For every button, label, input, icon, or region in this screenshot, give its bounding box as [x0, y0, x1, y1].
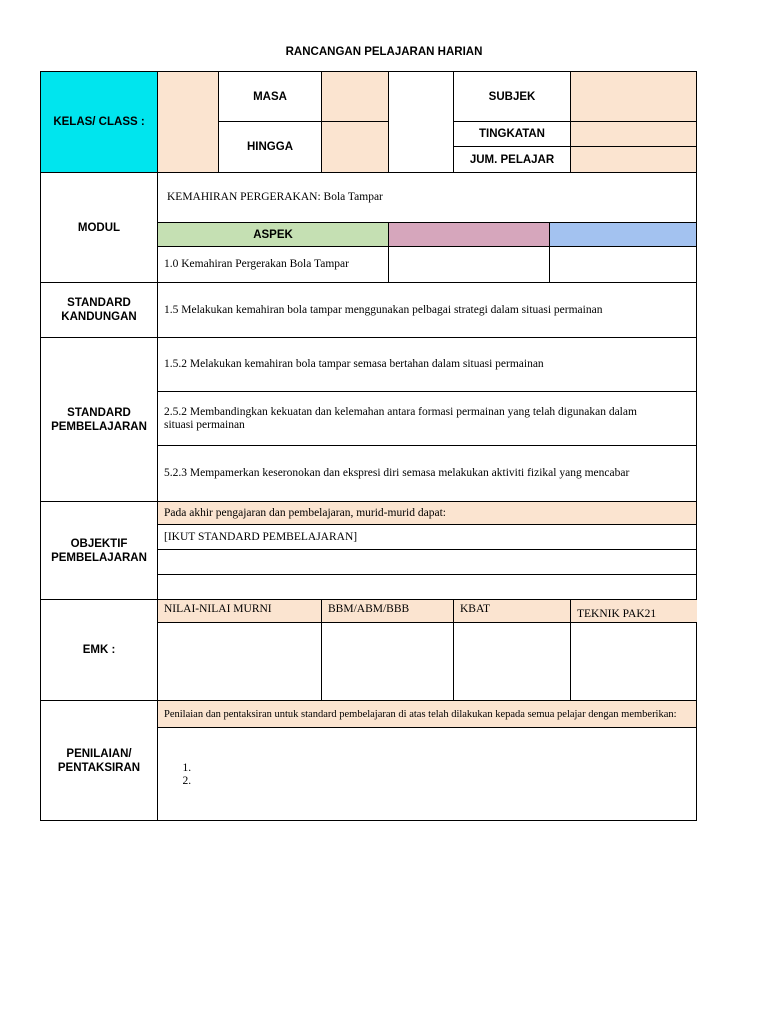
- penilaian-label: PENILAIAN/ PENTAKSIRAN: [57, 747, 141, 774]
- sp-item-1-text: 1.5.2 Melakukan kemahiran bola tampar semasa bertahan dalam situasi permainan: [164, 358, 544, 370]
- subjek-label-cell: [453, 71, 571, 122]
- page-title: RANCANGAN PELAJARAN HARIAN: [285, 46, 483, 58]
- aspek-label: ASPEK: [253, 228, 293, 241]
- aspek-pink-cell: [388, 222, 550, 247]
- emk-cell-kbat[interactable]: [453, 622, 571, 701]
- aspek-value-cell-3[interactable]: [549, 246, 697, 283]
- objektif-line-1[interactable]: [157, 524, 697, 550]
- standard-kandungan-value: 1.5 Melakukan kemahiran bola tampar menggunakan pelbagai strategi dalam situasi permainan: [164, 303, 603, 316]
- hingga-label: HINGGA: [247, 141, 293, 153]
- standard-kandungan-label: STANDARD KANDUNGAN: [61, 297, 137, 323]
- emk-cell-teknik[interactable]: [570, 622, 697, 701]
- penilaian-list-cell[interactable]: [157, 727, 697, 821]
- tingkatan-label: TINGKATAN: [478, 128, 545, 140]
- kelas-value-cell[interactable]: [157, 71, 219, 173]
- tingkatan-label-cell: [453, 121, 571, 147]
- aspek-value-cell-2[interactable]: [388, 246, 550, 283]
- emk-header-bbm: [321, 599, 454, 623]
- penilaian-intro: Penilaian dan pentaksiran untuk standard pembelajaran di atas telah dilakukan kepada semua pelajar dengan memberikan:: [164, 708, 677, 720]
- penilaian-label-cell: [40, 700, 158, 821]
- objektif-label-cell: [40, 501, 158, 600]
- kelas-label-cell: [40, 71, 158, 173]
- jum-pelajar-label: JUM. PELAJAR: [469, 153, 555, 166]
- standard-pembelajaran-item-1[interactable]: [157, 337, 697, 392]
- sp-item-3-text: 5.2.3 Mempamerkan keseronokan dan ekspresi diri semasa melakukan aktiviti fizikal yang mencabar: [164, 467, 630, 479]
- masa-label: MASA: [253, 90, 287, 103]
- penilaian-list: [158, 762, 194, 788]
- emk-header-teknik: [570, 599, 697, 623]
- emk-header-kbat-text: KBAT: [460, 603, 491, 615]
- subjek-label: SUBJEK: [488, 90, 536, 103]
- aspek-blue-cell: [549, 222, 697, 247]
- emk-label: EMK :: [82, 644, 116, 656]
- objektif-label: OBJEKTIF PEMBELAJARAN: [51, 537, 147, 564]
- standard-pembelajaran-label: STANDARD PEMBELAJARAN: [51, 406, 147, 433]
- modul-value: KEMAHIRAN PERGERAKAN: Bola Tampar: [167, 191, 383, 203]
- emk-label-cell: [40, 599, 158, 701]
- subjek-value-cell[interactable]: [570, 71, 697, 122]
- emk-header-bbm-text: BBM/ABM/BBB: [328, 603, 410, 615]
- aspek-label-cell: [157, 222, 389, 247]
- standard-kandungan-value-cell[interactable]: [157, 282, 697, 338]
- objektif-line-3[interactable]: [157, 574, 697, 600]
- objektif-line-2[interactable]: [157, 549, 697, 575]
- penilaian-intro-cell: [157, 700, 697, 728]
- aspek-value: 1.0 Kemahiran Pergerakan Bola Tampar: [164, 258, 349, 270]
- modul-label: MODUL: [77, 221, 121, 234]
- emk-header-nilai-text: NILAI-NILAI MURNI: [164, 603, 272, 615]
- masa-label-cell: [218, 71, 322, 122]
- emk-cell-bbm[interactable]: [321, 622, 454, 701]
- standard-pembelajaran-item-2[interactable]: [157, 391, 697, 446]
- emk-header-nilai: [157, 599, 322, 623]
- modul-value-cell[interactable]: [157, 172, 697, 223]
- modul-label-cell: [40, 172, 158, 283]
- sp-item-2-text: 2.5.2 Membandingkan kekuatan dan kelemahan antara formasi permainan yang telah digunakan dalam situasi permainan: [164, 405, 637, 431]
- emk-header-kbat: [453, 599, 571, 623]
- objektif-intro: Pada akhir pengajaran dan pembelajaran, murid-murid dapat:: [164, 506, 446, 519]
- standard-pembelajaran-item-3[interactable]: [157, 445, 697, 502]
- hingga-value-cell[interactable]: [321, 121, 389, 173]
- standard-pembelajaran-label-cell: [40, 337, 158, 502]
- objektif-line-1-text: [IKUT STANDARD PEMBELAJARAN]: [164, 530, 358, 543]
- jum-pelajar-label-cell: [453, 146, 571, 173]
- jum-pelajar-value-cell[interactable]: [570, 146, 697, 173]
- blank-cell: [388, 71, 454, 173]
- emk-header-teknik-text: TEKNIK PAK21: [577, 608, 657, 620]
- aspek-value-cell[interactable]: [157, 246, 389, 283]
- tingkatan-value-cell[interactable]: [570, 121, 697, 147]
- standard-kandungan-label-cell: [40, 282, 158, 338]
- hingga-label-cell: [218, 121, 322, 173]
- masa-value-cell[interactable]: [321, 71, 389, 122]
- emk-cell-nilai[interactable]: [157, 622, 322, 701]
- objektif-intro-cell: [157, 501, 697, 525]
- kelas-label: KELAS/ CLASS :: [53, 116, 145, 128]
